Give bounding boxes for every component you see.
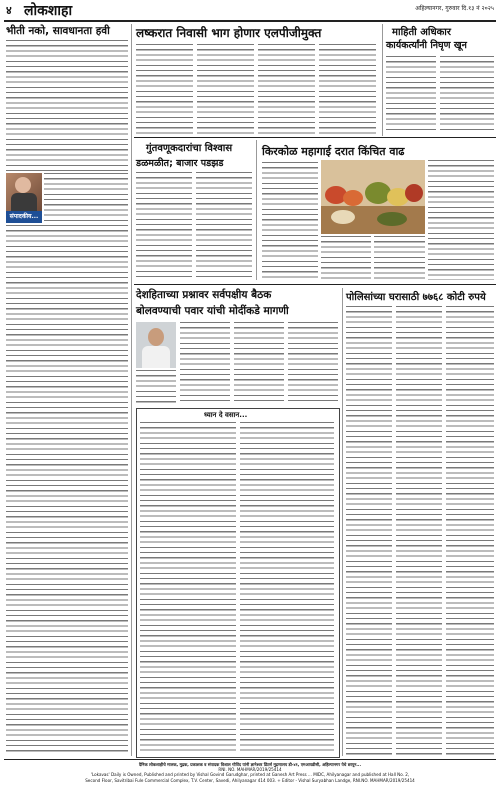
deshhit-subhead: बोलवण्याची पवार यांची मोदींकडे मागणी (136, 305, 289, 317)
lead-left-body (6, 40, 128, 172)
section-rule (134, 284, 496, 285)
column-rule (131, 24, 132, 756)
deshhit-col-3 (288, 322, 338, 404)
police-headline: पोलिसांच्या घरासाठी ७७६८ कोटी रुपये (346, 292, 486, 303)
top-main-col-1 (136, 44, 193, 134)
column-rule (256, 140, 257, 280)
imprint-line-3: 'Lokavas' Daily is Owned, Published and printed by Vishal Govind Garudghar, printed at Ganesh Art Press ... MIDC, Ahilyanagar and published at Hall No. 2, (90, 772, 410, 778)
lead-left-headline: भीती नको, सावधानता हवी (6, 25, 110, 37)
column-rule (382, 24, 383, 136)
deshhit-headline: देशहिताच्या प्रश्नावर सर्वपक्षीय बैठक (136, 289, 272, 301)
imprint-line-2: RNI. NO. MAHMAR/2019/25414 (218, 767, 282, 773)
top-main-headline: लष्करात निवासी भाग होणार एलपीजीमुक्त (136, 26, 322, 40)
gunthekar-subhead: डळमळीत; बाजार पडझड (136, 158, 224, 169)
date-line: अहिल्यानगर, गुरुवार दि.१३ नं २०२५ (415, 5, 494, 12)
top-right-col-1 (386, 56, 436, 134)
box-col-2 (240, 422, 334, 752)
imprint-footer (0, 762, 500, 795)
section-rule (134, 137, 496, 138)
inflation-col-2b (374, 236, 425, 280)
top-right-headline: माहिती अधिकार (392, 27, 451, 38)
vegetable-market-photo (321, 160, 425, 234)
top-main-col-3 (258, 44, 315, 134)
top-main-col-4 (319, 44, 376, 134)
imprint-line-1: दैनिक लोकशाहीचे मालक, मुद्रक, प्रकाशक व संपादक विशाल गोविंद यांनी ज्ञानेश्वर प्रिंटर्स मुद्रणालय डी-४१, एमआयडीसी, अहिल्यानगर येथे छापून... (138, 762, 362, 767)
gunthekar-col-1 (136, 172, 192, 280)
top-right-col-2 (440, 56, 494, 134)
imprint-line-4: Second Floor, Savitribai Fule Commercial Complex, T.V. Center, Savedi, Ahilyanagar 414 003. + Editor - Vishal Suryabhan Landge, RNI.NO. MAHMAR/2019/25414 (85, 777, 415, 783)
editorial-photo (6, 173, 42, 211)
editorial-label: संपादकीय... (6, 211, 42, 223)
masthead-rule (4, 20, 496, 22)
deshhit-col-1 (180, 322, 230, 404)
page-number: ४ (6, 4, 12, 17)
box-col-1 (140, 422, 236, 752)
lead-left-body-2 (44, 173, 128, 223)
police-col-2 (396, 306, 442, 756)
inflation-col-3 (428, 160, 494, 280)
box-label: ध्यान दे वसान... (204, 411, 248, 419)
deshhit-col-0 (136, 370, 176, 404)
police-col-1 (346, 306, 392, 756)
column-rule (342, 288, 343, 756)
inflation-col-1 (262, 162, 318, 280)
top-right-subhead: कार्यकर्त्यांनी निघृण खून (386, 40, 467, 51)
deshhit-col-2 (234, 322, 284, 404)
gunthekar-headline: गुंतवणूकदारांचा विश्वास (146, 143, 233, 154)
top-main-col-2 (197, 44, 254, 134)
lead-left-body-3 (6, 225, 128, 755)
footer-rule (4, 759, 496, 760)
police-col-3 (446, 306, 494, 756)
inflation-col-2a (321, 236, 371, 280)
gunthekar-col-2 (196, 172, 252, 280)
inflation-headline: किरकोळ महागाई दरात किंचित वाढ (262, 145, 405, 158)
sharad-pawar-photo (136, 322, 176, 368)
newspaper-logo: लोकशाहा (24, 3, 73, 19)
